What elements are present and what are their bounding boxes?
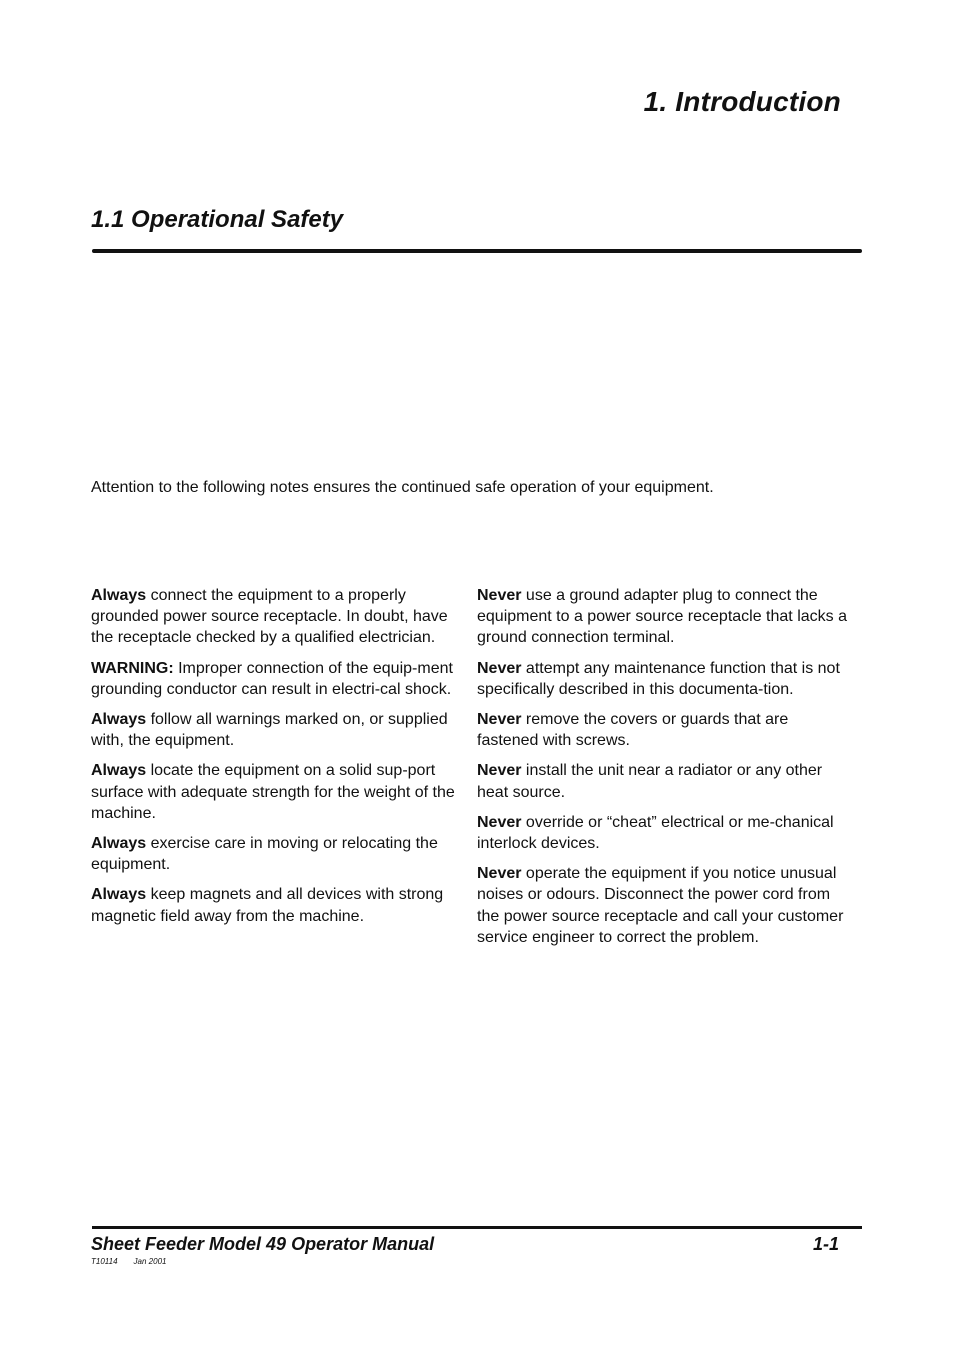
note-text: follow all warnings marked on, or supplied with, the equipment.	[91, 711, 448, 750]
note-text: remove the covers or guards that are fastened with screws.	[477, 711, 789, 750]
note-item	[91, 585, 461, 649]
section-title: 1.1 Operational Safety	[91, 206, 344, 233]
note-lead: Never	[477, 762, 522, 780]
document-code: T10114	[91, 1257, 118, 1266]
note-text: use a ground adapter plug to connect the equipment to a power source receptacle that lacks a ground connection terminal.	[477, 587, 847, 647]
note-lead: Never	[477, 865, 522, 883]
note-item	[477, 760, 847, 802]
note-lead: Always	[91, 835, 147, 853]
document-date: Jan 2001	[133, 1257, 167, 1266]
note-item	[477, 709, 847, 751]
left-notes-column	[91, 585, 461, 936]
note-lead: Never	[477, 659, 522, 677]
note-item	[477, 812, 847, 854]
note-lead: Always	[91, 587, 147, 604]
note-item	[91, 884, 461, 926]
note-text: attempt any maintenance function that is not specifically described in this documenta-tion.	[477, 659, 840, 698]
note-item	[91, 760, 461, 824]
note-lead: Never	[477, 813, 522, 831]
note-lead: Always	[91, 762, 147, 780]
note-item	[477, 658, 847, 700]
note-text: keep magnets and all devices with strong magnetic field away from the machine.	[91, 886, 444, 925]
intro-paragraph: Attention to the following notes ensures the continued safe operation of your equipment.	[91, 479, 714, 496]
chapter-title: 1. Introduction	[643, 86, 841, 117]
footer-divider	[92, 1226, 862, 1229]
footer-title: Sheet Feeder Model 49 Operator Manual	[91, 1234, 435, 1254]
note-text: connect the equipment to a properly grounded power source receptacle. In doubt, have the receptacle checked by a qualified electrician.	[91, 587, 448, 647]
note-text: locate the equipment on a solid sup-port surface with adequate strength for the weight of the machine.	[91, 762, 455, 822]
note-lead: Never	[477, 587, 522, 604]
note-item	[91, 709, 461, 751]
page-number: 1-1	[812, 1234, 839, 1254]
note-item	[91, 833, 461, 875]
note-lead: Always	[91, 886, 147, 904]
note-item	[477, 863, 847, 948]
note-item	[477, 585, 847, 649]
note-lead: WARNING:	[91, 659, 174, 677]
note-text: install the unit near a radiator or any other heat source.	[477, 762, 823, 801]
right-notes-column	[477, 585, 847, 957]
note-text: override or “cheat” electrical or me-chanical interlock devices.	[477, 813, 834, 853]
note-lead: Always	[91, 711, 147, 729]
note-lead: Never	[477, 711, 522, 729]
note-text: exercise care in moving or relocating the equipment.	[91, 835, 438, 874]
note-item	[91, 658, 461, 700]
section-divider	[92, 249, 862, 253]
note-text: operate the equipment if you notice unusual noises or odours. Disconnect the power cord from the power source receptacle and call your customer service engineer to correct the problem.	[477, 865, 844, 946]
note-text: Improper connection of the equip-ment grounding conductor can result in electri-cal shock.	[91, 659, 453, 698]
footer-meta	[91, 1257, 182, 1266]
